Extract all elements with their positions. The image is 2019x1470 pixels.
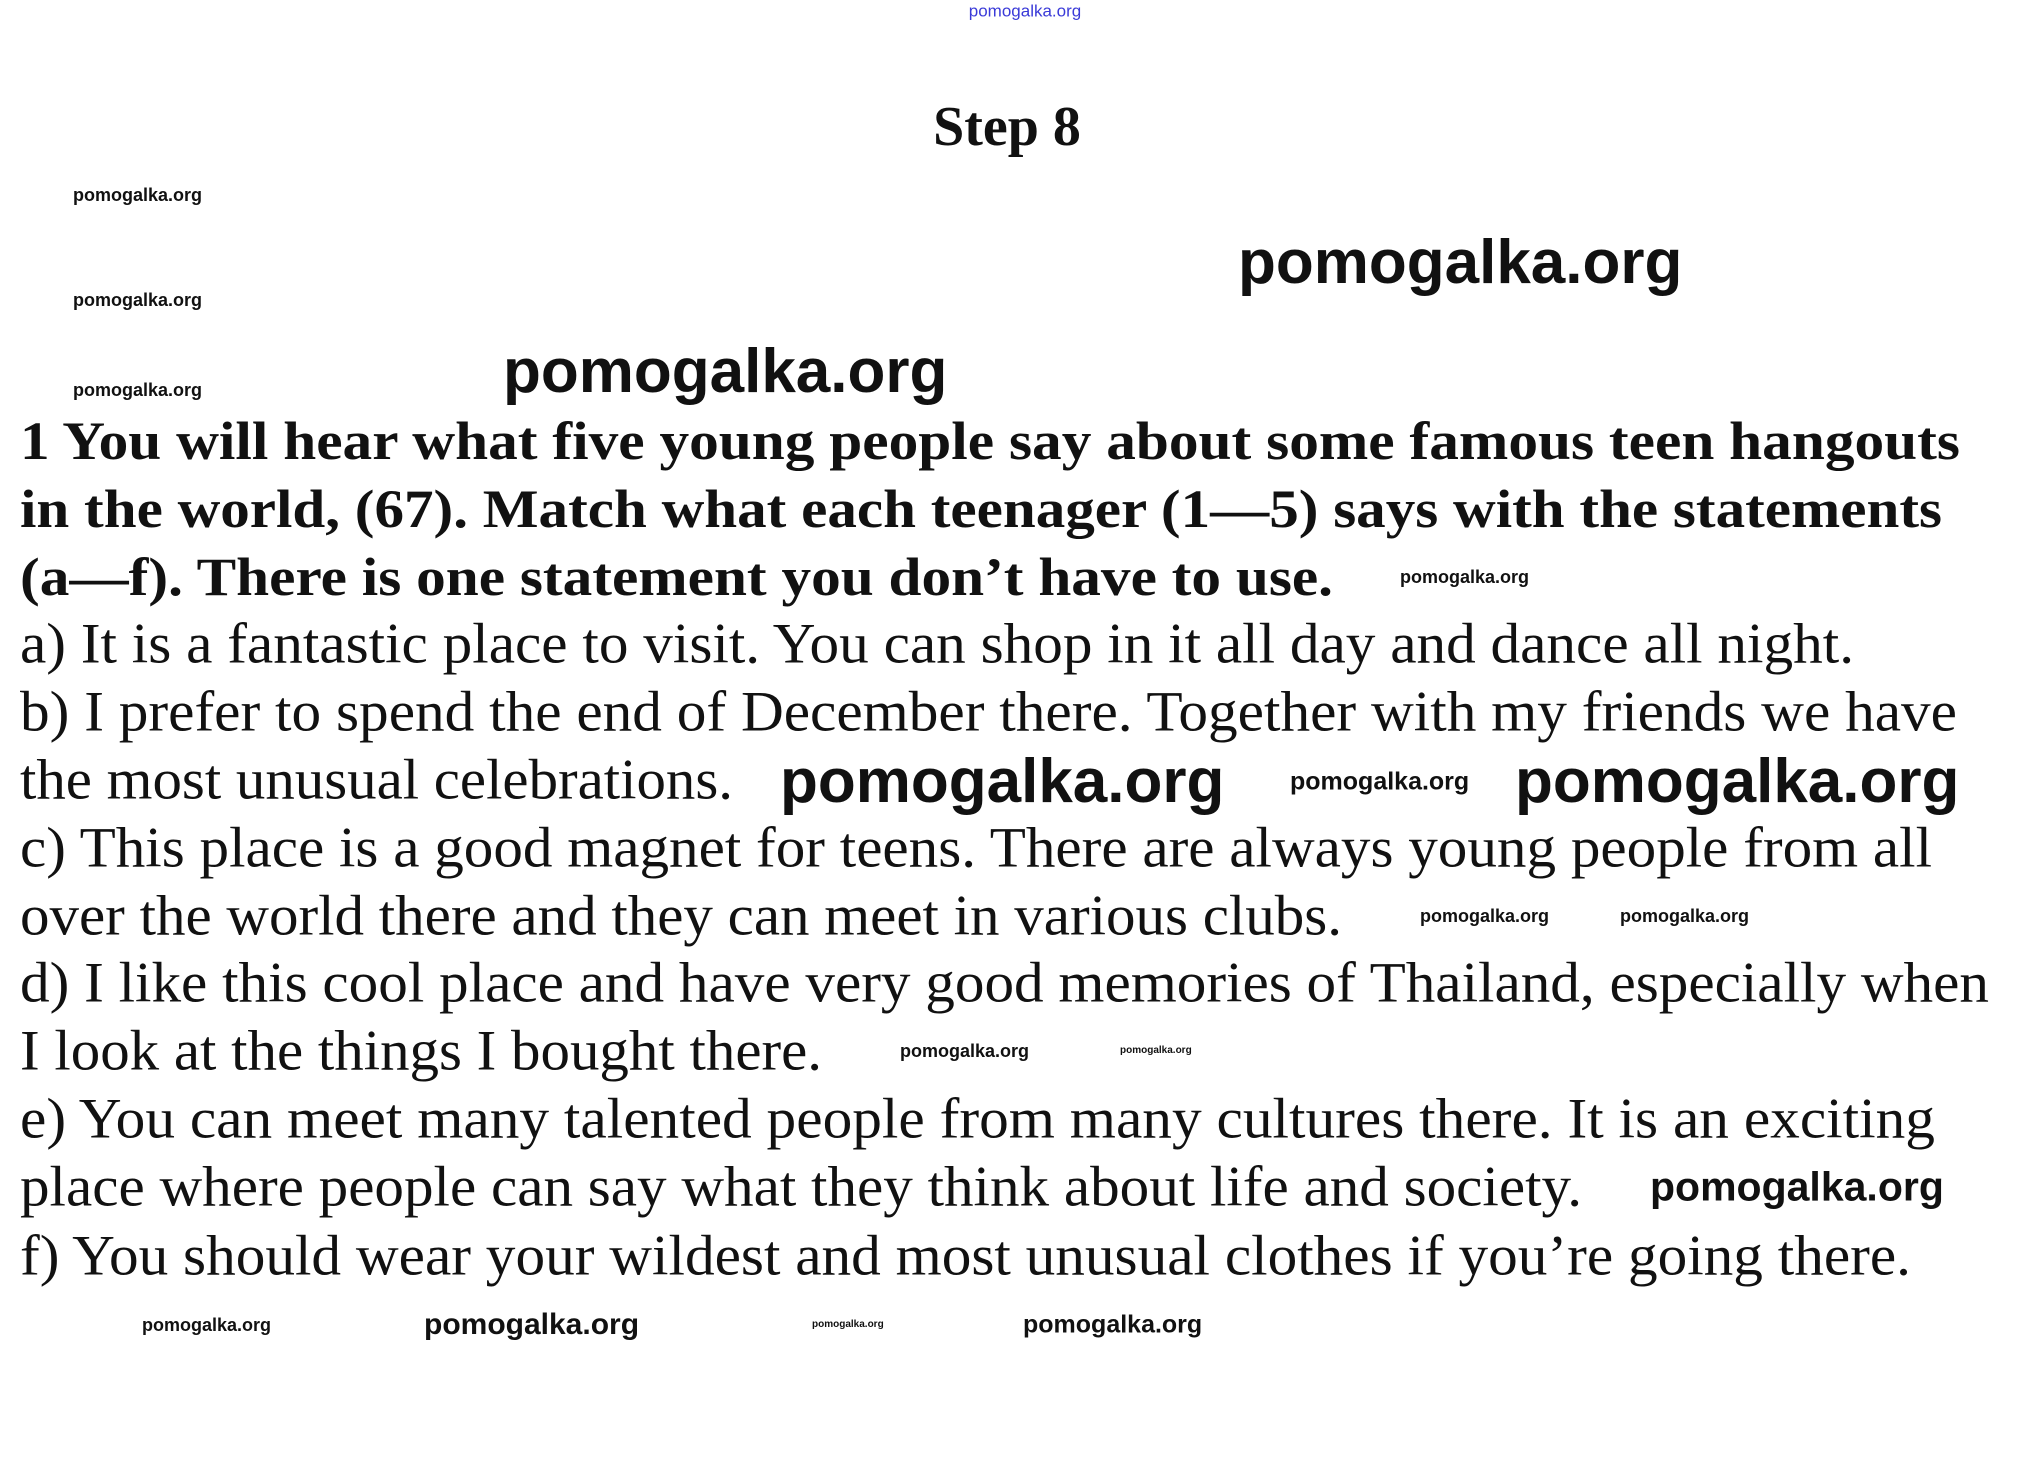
watermark: pomogalka.org (503, 337, 948, 406)
watermark: pomogalka.org (900, 1041, 1030, 1061)
task-line: in the world, (67). Match what each teenager (1—5) says with the statements (20, 479, 1943, 539)
page-title: Step 8 (933, 96, 1081, 158)
statement-line: f) You should wear your wildest and most unusual clothes if you’re going there. (20, 1224, 1911, 1288)
statement-line: b) I prefer to spend the end of December there. Together with my friends we have (20, 680, 1957, 744)
statement-line: c) This place is a good magnet for teens. There are always young people from all (20, 816, 1932, 880)
watermark: pomogalka.org (1420, 906, 1550, 926)
watermark: pomogalka.org (1023, 1310, 1203, 1339)
watermark: pomogalka.org (1238, 228, 1683, 297)
statement-line: a) It is a fantastic place to visit. You can shop in it all day and dance all night. (20, 612, 1854, 676)
statement-line: over the world there and they can meet in various clubs. (20, 884, 1342, 948)
watermark: pomogalka.org (780, 747, 1225, 816)
watermark: pomogalka.org (1290, 767, 1470, 796)
watermark: pomogalka.org (424, 1308, 640, 1341)
watermark: pomogalka.org (1515, 747, 1960, 816)
top-watermark: pomogalka.org (968, 1, 1082, 21)
watermark: pomogalka.org (1400, 567, 1530, 587)
statement-line: the most unusual celebrations. (20, 748, 733, 812)
statement-line: e) You can meet many talented people from many cultures there. It is an exciting (20, 1087, 1935, 1151)
task-line: 1 You will hear what five young people say about some famous teen hangouts (20, 411, 1961, 471)
watermark: pomogalka.org (73, 185, 203, 205)
task-line: (a—f). There is one statement you don’t have to use. (20, 547, 1333, 607)
statement-line: I look at the things I bought there. (20, 1019, 822, 1083)
watermark: pomogalka.org (812, 1319, 884, 1330)
watermark: pomogalka.org (1620, 906, 1750, 926)
watermark: pomogalka.org (142, 1315, 272, 1335)
statement-line: d) I like this cool place and have very good memories of Thailand, especially when (20, 951, 1990, 1015)
watermark: pomogalka.org (73, 380, 203, 400)
watermark: pomogalka.org (1120, 1045, 1192, 1056)
statement-line: place where people can say what they think about life and society. (20, 1155, 1582, 1219)
watermark: pomogalka.org (73, 290, 203, 310)
watermark: pomogalka.org (1650, 1163, 1944, 1210)
